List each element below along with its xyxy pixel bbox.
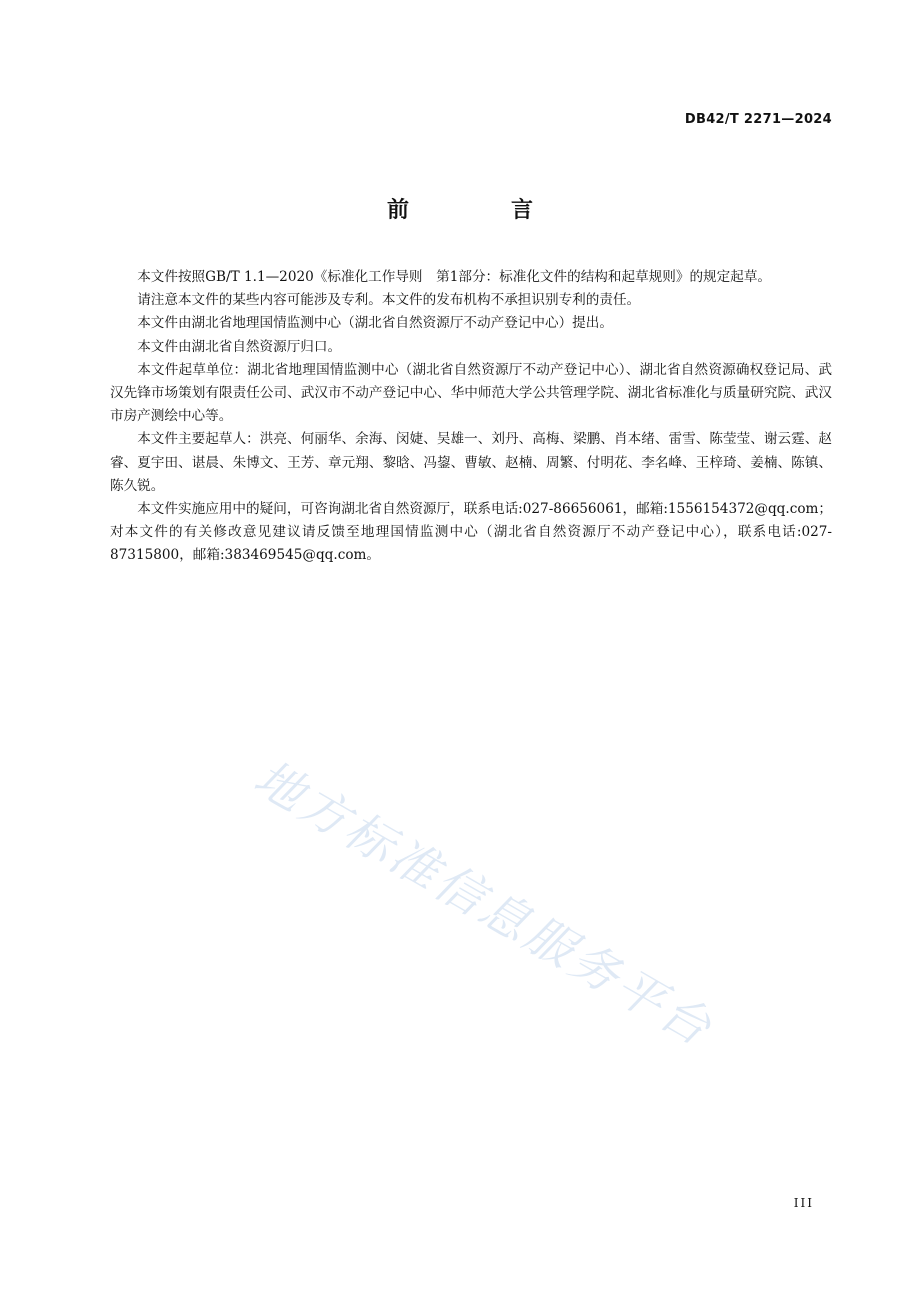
standard-code: DB42/T 2271—2024 <box>684 112 832 127</box>
page-number: III <box>793 1196 814 1210</box>
paragraph-patent-notice: 请注意本文件的某些内容可能涉及专利。本文件的发布机构不承担识别专利的责任。 <box>137 292 641 309</box>
paragraph-contact: 本文件实施应用中的疑问，可咨询湖北省自然资源厅，联系电话:027-86656061，邮箱:1556154372@qq.com；对本文件的有关修改意见建议请反馈至地理国情监测中心（湖北省自然资源厅不动产登记中心），联系电话:027-87315800，邮箱:383469545@qq.com。 <box>110 501 832 564</box>
watermark: 地方标准信息服务平台 <box>244 749 723 1059</box>
paragraph-drafting-rules: 本文件按照GB/T 1.1—2020《标准化工作导则 第1部分：标准化文件的结构和起草规则》的规定起草。 <box>137 269 772 285</box>
paragraph-drafters: 本文件主要起草人：洪亮、何丽华、余海、闵婕、吴雄一、刘丹、高梅、梁鹏、肖本绪、雷雪、陈莹莹、谢云霆、赵睿、夏宇田、谌晨、朱博文、王芳、章元翔、黎晗、冯鋆、曹敏、赵楠、周繁、付明花、李名峰、王梓琦、姜楠、陈镇、陈久锐。 <box>110 431 832 494</box>
page-title: 前 言 <box>386 198 573 223</box>
preface-body <box>110 266 832 568</box>
paragraph-drafting-units: 本文件起草单位：湖北省地理国情监测中心（湖北省自然资源厅不动产登记中心）、湖北省自然资源确权登记局、武汉先锋市场策划有限责任公司、武汉市不动产登记中心、华中师范大学公共管理学院、湖北省标准化与质量研究院、武汉市房产测绘中心等。 <box>110 361 832 425</box>
paragraph-proposer: 本文件由湖北省地理国情监测中心（湖北省自然资源厅不动产登记中心）提出。 <box>137 315 613 332</box>
paragraph-administrator: 本文件由湖北省自然资源厅归口。 <box>137 338 342 355</box>
